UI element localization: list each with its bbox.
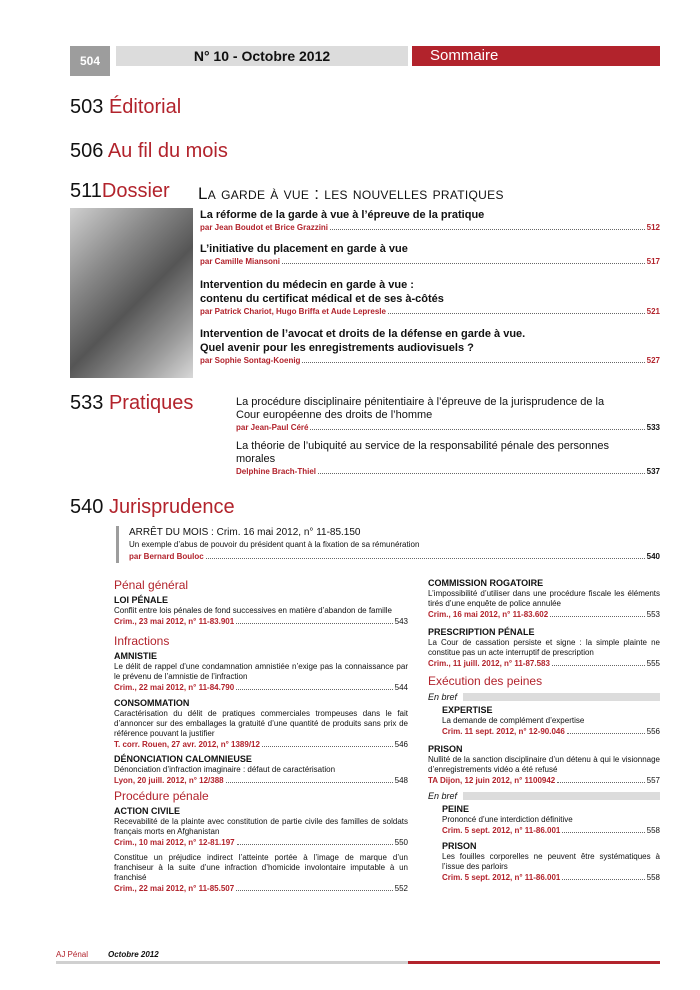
dossier-entry[interactable]: Intervention de l’avocat et droits de la défense en garde à vue. Quel avenir pour les enregistrements audiovisuels ? par Sophie Sontag-Koenig 527 <box>200 328 660 365</box>
case-entry[interactable]: AMNISTIE Le délit de rappel d’une condamnation amnistiée n’exige pas la connaissance par le prévenu de l’amnistie de l’infraction Crim., 22 mai 2012, n° 11-84.790 544 <box>114 651 408 692</box>
footer-journal: AJ Pénal <box>56 950 89 959</box>
case-entry[interactable]: EXPERTISE La demande de complément d’expertise Crim. 11 sept. 2012, n° 12-90.046 556 <box>442 705 660 736</box>
case-entry[interactable]: Constitue un préjudice indirect l’atteinte portée à l’image de marque d’un franchiseur à la suite d’une infraction d’homicide involontaire imputable à un franchisé Crim., 22 mai 2012, n° 11-85.507 552 <box>114 853 408 893</box>
section-title: Jurisprudence <box>108 496 235 518</box>
dossier-entry[interactable]: La réforme de la garde à vue à l’épreuve de la pratique par Jean Boudot et Brice Grazzini 512 <box>200 209 660 232</box>
pratiques-entry[interactable]: La théorie de l’ubiquité au service de la responsabilité pénale des personnes morales Delphine Brach-Thiel 537 <box>236 440 660 476</box>
section-number: 540 <box>70 496 104 518</box>
arret-du-mois[interactable]: ARRÊT DU MOIS : Crim. 16 mai 2012, n° 11-85.150 Un exemple d’abus de pouvoir du président quant à la fixation de sa rémunération par Bernard Bouloc 540 <box>116 526 660 563</box>
issue-label: N° 10 - Octobre 2012 <box>116 46 408 66</box>
dossier-entry[interactable]: L’initiative du placement en garde à vue par Camille Miansoni 517 <box>200 243 660 266</box>
case-entry[interactable]: PRISON Les fouilles corporelles ne peuvent être systématiques à l’issue des parloirs Crim. 5 sept. 2012, n° 11-86.001 558 <box>442 841 660 882</box>
section-title: Au fil du mois <box>107 140 228 162</box>
category-heading: Infractions <box>114 634 170 648</box>
en-bref-label: En bref <box>428 692 660 702</box>
category-heading: Procédure pénale <box>114 789 209 803</box>
case-entry[interactable]: PRISON Nullité de la sanction disciplinaire d’un détenu à qui le visionnage d’enregistrements vidéo a été refusé TA Dijon, 12 juin 2012, n° 1100942 557 <box>428 744 660 785</box>
footer-date: Octobre 2012 <box>108 950 159 959</box>
section-label: Sommaire <box>412 46 660 66</box>
section-number: 511 <box>70 180 102 202</box>
section-number: 506 <box>70 140 104 162</box>
section-fil[interactable] <box>70 140 228 163</box>
section-number: 503 <box>70 96 104 118</box>
case-entry[interactable]: LOI PÉNALE Conflit entre lois pénales de fond successives en matière d’abandon de famille Crim., 23 mai 2012, n° 11-83.901 543 <box>114 595 408 626</box>
section-editorial[interactable] <box>70 96 181 119</box>
case-entry[interactable]: CONSOMMATION Caractérisation du délit de pratiques commerciales trompeuses dans le fait d’annoncer sur des emballages la gratuité d’une quantité de produits sans prix de référence pouvant la justifier T. corr. Rouen, 27 avr. 2012, n° 1389/12 546 <box>114 698 408 749</box>
section-title: Éditorial <box>108 96 182 118</box>
page-number: 504 <box>70 46 110 76</box>
case-entry[interactable]: DÉNONCIATION CALOMNIEUSE Dénonciation d’infraction imaginaire : défaut de caractérisation Lyon, 20 juill. 2012, n° 12/388 548 <box>114 754 408 785</box>
section-title: Dossier <box>101 180 170 202</box>
category-heading: Exécution des peines <box>428 674 543 688</box>
dossier-subject: La garde à vue : les nouvelles pratiques <box>198 184 504 203</box>
case-entry[interactable]: ACTION CIVILE Recevabilité de la plainte avec constitution de partie civile des familles de soldats français morts en Afghanistan Crim., 10 mai 2012, n° 12-81.197 550 <box>114 806 408 847</box>
section-pratiques[interactable] <box>70 392 193 415</box>
section-number: 533 <box>70 392 104 414</box>
pratiques-entry[interactable]: La procédure disciplinaire pénitentiaire à l’épreuve de la jurisprudence de la Cour européenne des droits de l’homme par Jean-Paul Céré 533 <box>236 396 660 432</box>
dossier-photo <box>70 208 193 378</box>
case-entry[interactable]: PEINE Prononcé d’une interdiction définitive Crim. 5 sept. 2012, n° 11-86.001 558 <box>442 804 660 835</box>
footer-rule <box>56 961 660 964</box>
section-title: Pratiques <box>108 392 194 414</box>
case-entry[interactable]: PRESCRIPTION PÉNALE La Cour de cassation persiste et signe : la simple plainte ne constitue pas un acte interruptif de prescription Crim., 11 juill. 2012, n° 11-87.583 555 <box>428 627 660 668</box>
category-heading: Pénal général <box>114 578 189 592</box>
case-entry[interactable]: COMMISSION ROGATOIRE L’impossibilité d’utiliser dans une procédure fiscale les éléments tirés d’une enquête de police annulée Crim., 16 mai 2012, n° 11-83.602 553 <box>428 578 660 619</box>
right-column <box>428 576 660 884</box>
dossier-entry[interactable]: Intervention du médecin en garde à vue : contenu du certificat médical et de ses à-côtés par Patrick Chariot, Hugo Briffa et Aude Lepresle 521 <box>200 279 660 316</box>
en-bref-label: En bref <box>428 791 660 801</box>
section-dossier[interactable] <box>70 180 170 203</box>
left-column <box>114 576 408 895</box>
section-jurisprudence[interactable] <box>70 496 235 519</box>
